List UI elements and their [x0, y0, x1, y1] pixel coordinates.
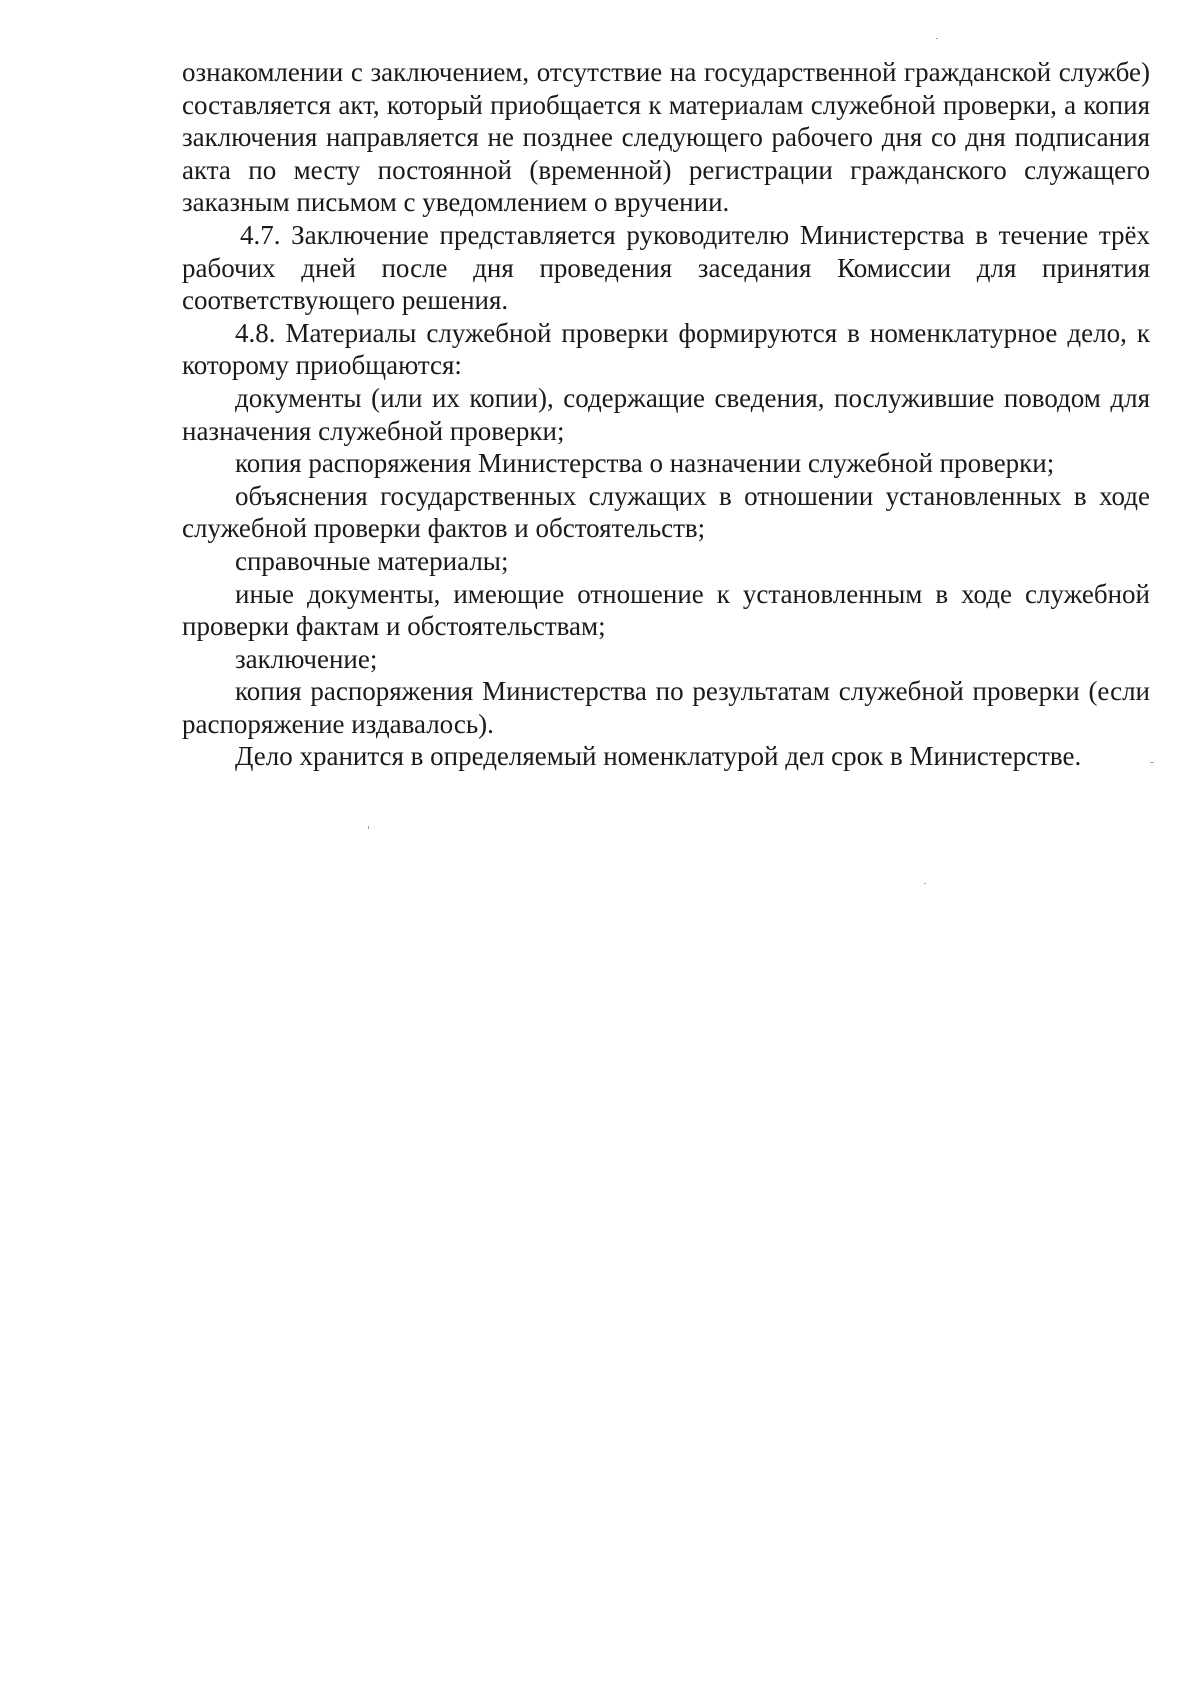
list-item-results-order-copy: копия распоряжения Министерства по результатам служебной проверки (если распоряжение издавалось). [182, 676, 1150, 739]
list-item-other-documents: иные документы, имеющие отношение к установленным в ходе служебной проверки фактам и обстоятельствам; [182, 578, 1150, 642]
list-item-conclusion: заключение; [235, 643, 378, 674]
list-item-reference-materials: справочные материалы; [235, 545, 509, 576]
scan-speck [936, 38, 938, 39]
paragraph-continuation: ознакомлении с заключением, отсутствие на государственной гражданской службе) составляется акт, который приобщается к материалам служебной проверки, а копия заключения направляется не позднее следующего рабочего дня со дня подписания акта по месту постоянной (временной) регистрации гражданского служащего заказным письмом с уведомлением о вручении. [182, 57, 1150, 218]
list-item-documents: документы (или их копии), содержащие сведения, послужившие поводом для назначения служебной проверки; [182, 382, 1150, 446]
scan-speck [924, 883, 926, 884]
list-item-order-copy: копия распоряжения Министерства о назначении служебной проверки; [235, 448, 1055, 479]
paragraph-4-7: 4.7. Заключение представляется руководителю Министерства в течение трёх рабочих дней после дня проведения заседания Комиссии для принятия соответствующего решения. [182, 219, 1150, 316]
scan-speck [368, 826, 369, 829]
paragraph-case-storage: Дело хранится в определяемый номенклатурой дел срок в Министерстве. [235, 741, 1082, 772]
paragraph-4-8: 4.8. Материалы служебной проверки формируются в номенклатурное дело, к которому приобщаются: [182, 317, 1150, 381]
list-item-explanations: объяснения государственных служащих в отношении установленных в ходе служебной проверки фактов и обстоятельств; [182, 480, 1150, 544]
scan-speck [1150, 762, 1154, 763]
document-body [182, 56, 1150, 773]
